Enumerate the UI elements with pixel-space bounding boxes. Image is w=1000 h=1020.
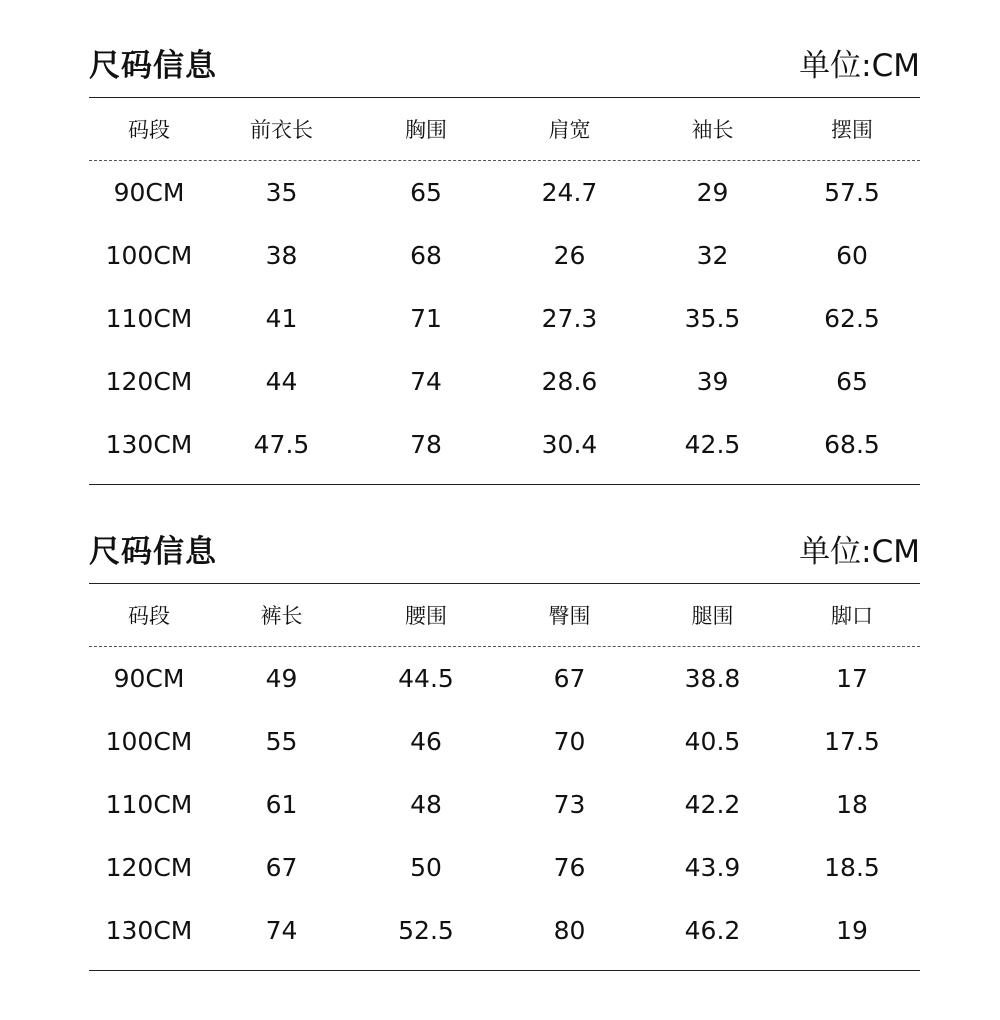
table-cell: 44.5 — [398, 664, 454, 693]
table-cell: 80 — [553, 916, 586, 945]
table-cell: 55 — [265, 727, 298, 756]
table-cell: 130CM — [105, 430, 193, 459]
table-cell: 60 — [836, 241, 868, 270]
section-title: 尺码信息 — [89, 534, 217, 570]
table-cell: 44 — [265, 367, 298, 396]
table-row — [89, 899, 920, 962]
table-cell: 40.5 — [684, 727, 741, 756]
table-row — [89, 710, 920, 773]
table-row — [89, 161, 920, 224]
table-cell: 38 — [265, 241, 298, 270]
table-cell: 35.5 — [684, 304, 741, 333]
table-cell: 71 — [410, 304, 442, 333]
column-header: 摆围 — [831, 118, 873, 142]
table-row — [89, 773, 920, 836]
table-cell: 18 — [836, 790, 868, 819]
table-cell: 24.7 — [541, 178, 598, 207]
table-cell: 49 — [265, 664, 298, 693]
table-cell: 110CM — [105, 790, 193, 819]
table-cell: 65 — [410, 178, 442, 207]
table-body — [89, 647, 920, 962]
column-header: 肩宽 — [548, 118, 591, 142]
section-title: 尺码信息 — [89, 48, 217, 84]
table-cell: 18.5 — [824, 853, 880, 882]
footer-divider — [89, 970, 920, 971]
table-cell: 46.2 — [684, 916, 741, 945]
table-cell: 67 — [265, 853, 298, 882]
table-cell: 43.9 — [684, 853, 741, 882]
table-row — [89, 287, 920, 350]
table-body — [89, 161, 920, 476]
column-header: 码段 — [128, 118, 170, 142]
table-cell: 120CM — [105, 853, 193, 882]
column-header: 裤长 — [260, 604, 303, 628]
table-cell: 61 — [265, 790, 298, 819]
table-cell: 57.5 — [824, 178, 880, 207]
column-header: 前衣长 — [250, 118, 313, 142]
column-header: 胸围 — [405, 118, 447, 142]
section-header — [89, 47, 920, 85]
section-header — [89, 533, 920, 571]
table-row — [89, 413, 920, 476]
table-cell: 42.2 — [684, 790, 741, 819]
table-cell: 29 — [696, 178, 729, 207]
table-cell: 38.8 — [684, 664, 741, 693]
table-cell: 27.3 — [541, 304, 598, 333]
table-cell: 62.5 — [824, 304, 880, 333]
table-cell: 120CM — [105, 367, 193, 396]
table-cell: 68 — [410, 241, 442, 270]
size-table-top — [89, 47, 920, 485]
table-cell: 110CM — [105, 304, 193, 333]
table-cell: 32 — [696, 241, 729, 270]
table-cell: 35 — [265, 178, 298, 207]
table-cell: 17 — [836, 664, 868, 693]
table-cell: 48 — [410, 790, 442, 819]
table-cell: 30.4 — [541, 430, 598, 459]
column-header: 腿围 — [691, 604, 734, 628]
table-cell: 41 — [265, 304, 298, 333]
table-cell: 78 — [410, 430, 442, 459]
table-cell: 67 — [553, 664, 586, 693]
table-cell: 39 — [696, 367, 729, 396]
size-table-bottom — [89, 533, 920, 971]
table-cell: 73 — [553, 790, 586, 819]
table-row — [89, 224, 920, 287]
unit-label: 单位:CM — [799, 534, 920, 570]
table-cell: 76 — [553, 853, 586, 882]
table-cell: 100CM — [105, 727, 193, 756]
table-row — [89, 647, 920, 710]
unit-label: 单位:CM — [799, 48, 920, 84]
column-header: 腰围 — [405, 604, 447, 628]
table-cell: 68.5 — [824, 430, 880, 459]
table-row — [89, 836, 920, 899]
table-cell: 70 — [553, 727, 586, 756]
footer-divider — [89, 484, 920, 485]
table-cell: 46 — [410, 727, 442, 756]
table-header-row — [89, 584, 920, 646]
table-header-row — [89, 98, 920, 160]
table-cell: 130CM — [105, 916, 193, 945]
table-cell: 50 — [410, 853, 442, 882]
column-header: 袖长 — [691, 118, 734, 142]
table-cell: 17.5 — [824, 727, 880, 756]
table-cell: 90CM — [113, 178, 185, 207]
table-cell: 52.5 — [398, 916, 454, 945]
column-header: 码段 — [128, 604, 170, 628]
table-cell: 65 — [836, 367, 868, 396]
table-cell: 47.5 — [253, 430, 310, 459]
table-cell: 28.6 — [541, 367, 598, 396]
table-cell: 19 — [836, 916, 868, 945]
table-row — [89, 350, 920, 413]
column-header: 臀围 — [548, 604, 591, 628]
table-cell: 90CM — [113, 664, 185, 693]
table-cell: 42.5 — [684, 430, 741, 459]
column-header: 脚口 — [831, 604, 873, 628]
table-cell: 26 — [553, 241, 586, 270]
table-cell: 74 — [265, 916, 298, 945]
table-cell: 100CM — [105, 241, 193, 270]
table-cell: 74 — [410, 367, 442, 396]
